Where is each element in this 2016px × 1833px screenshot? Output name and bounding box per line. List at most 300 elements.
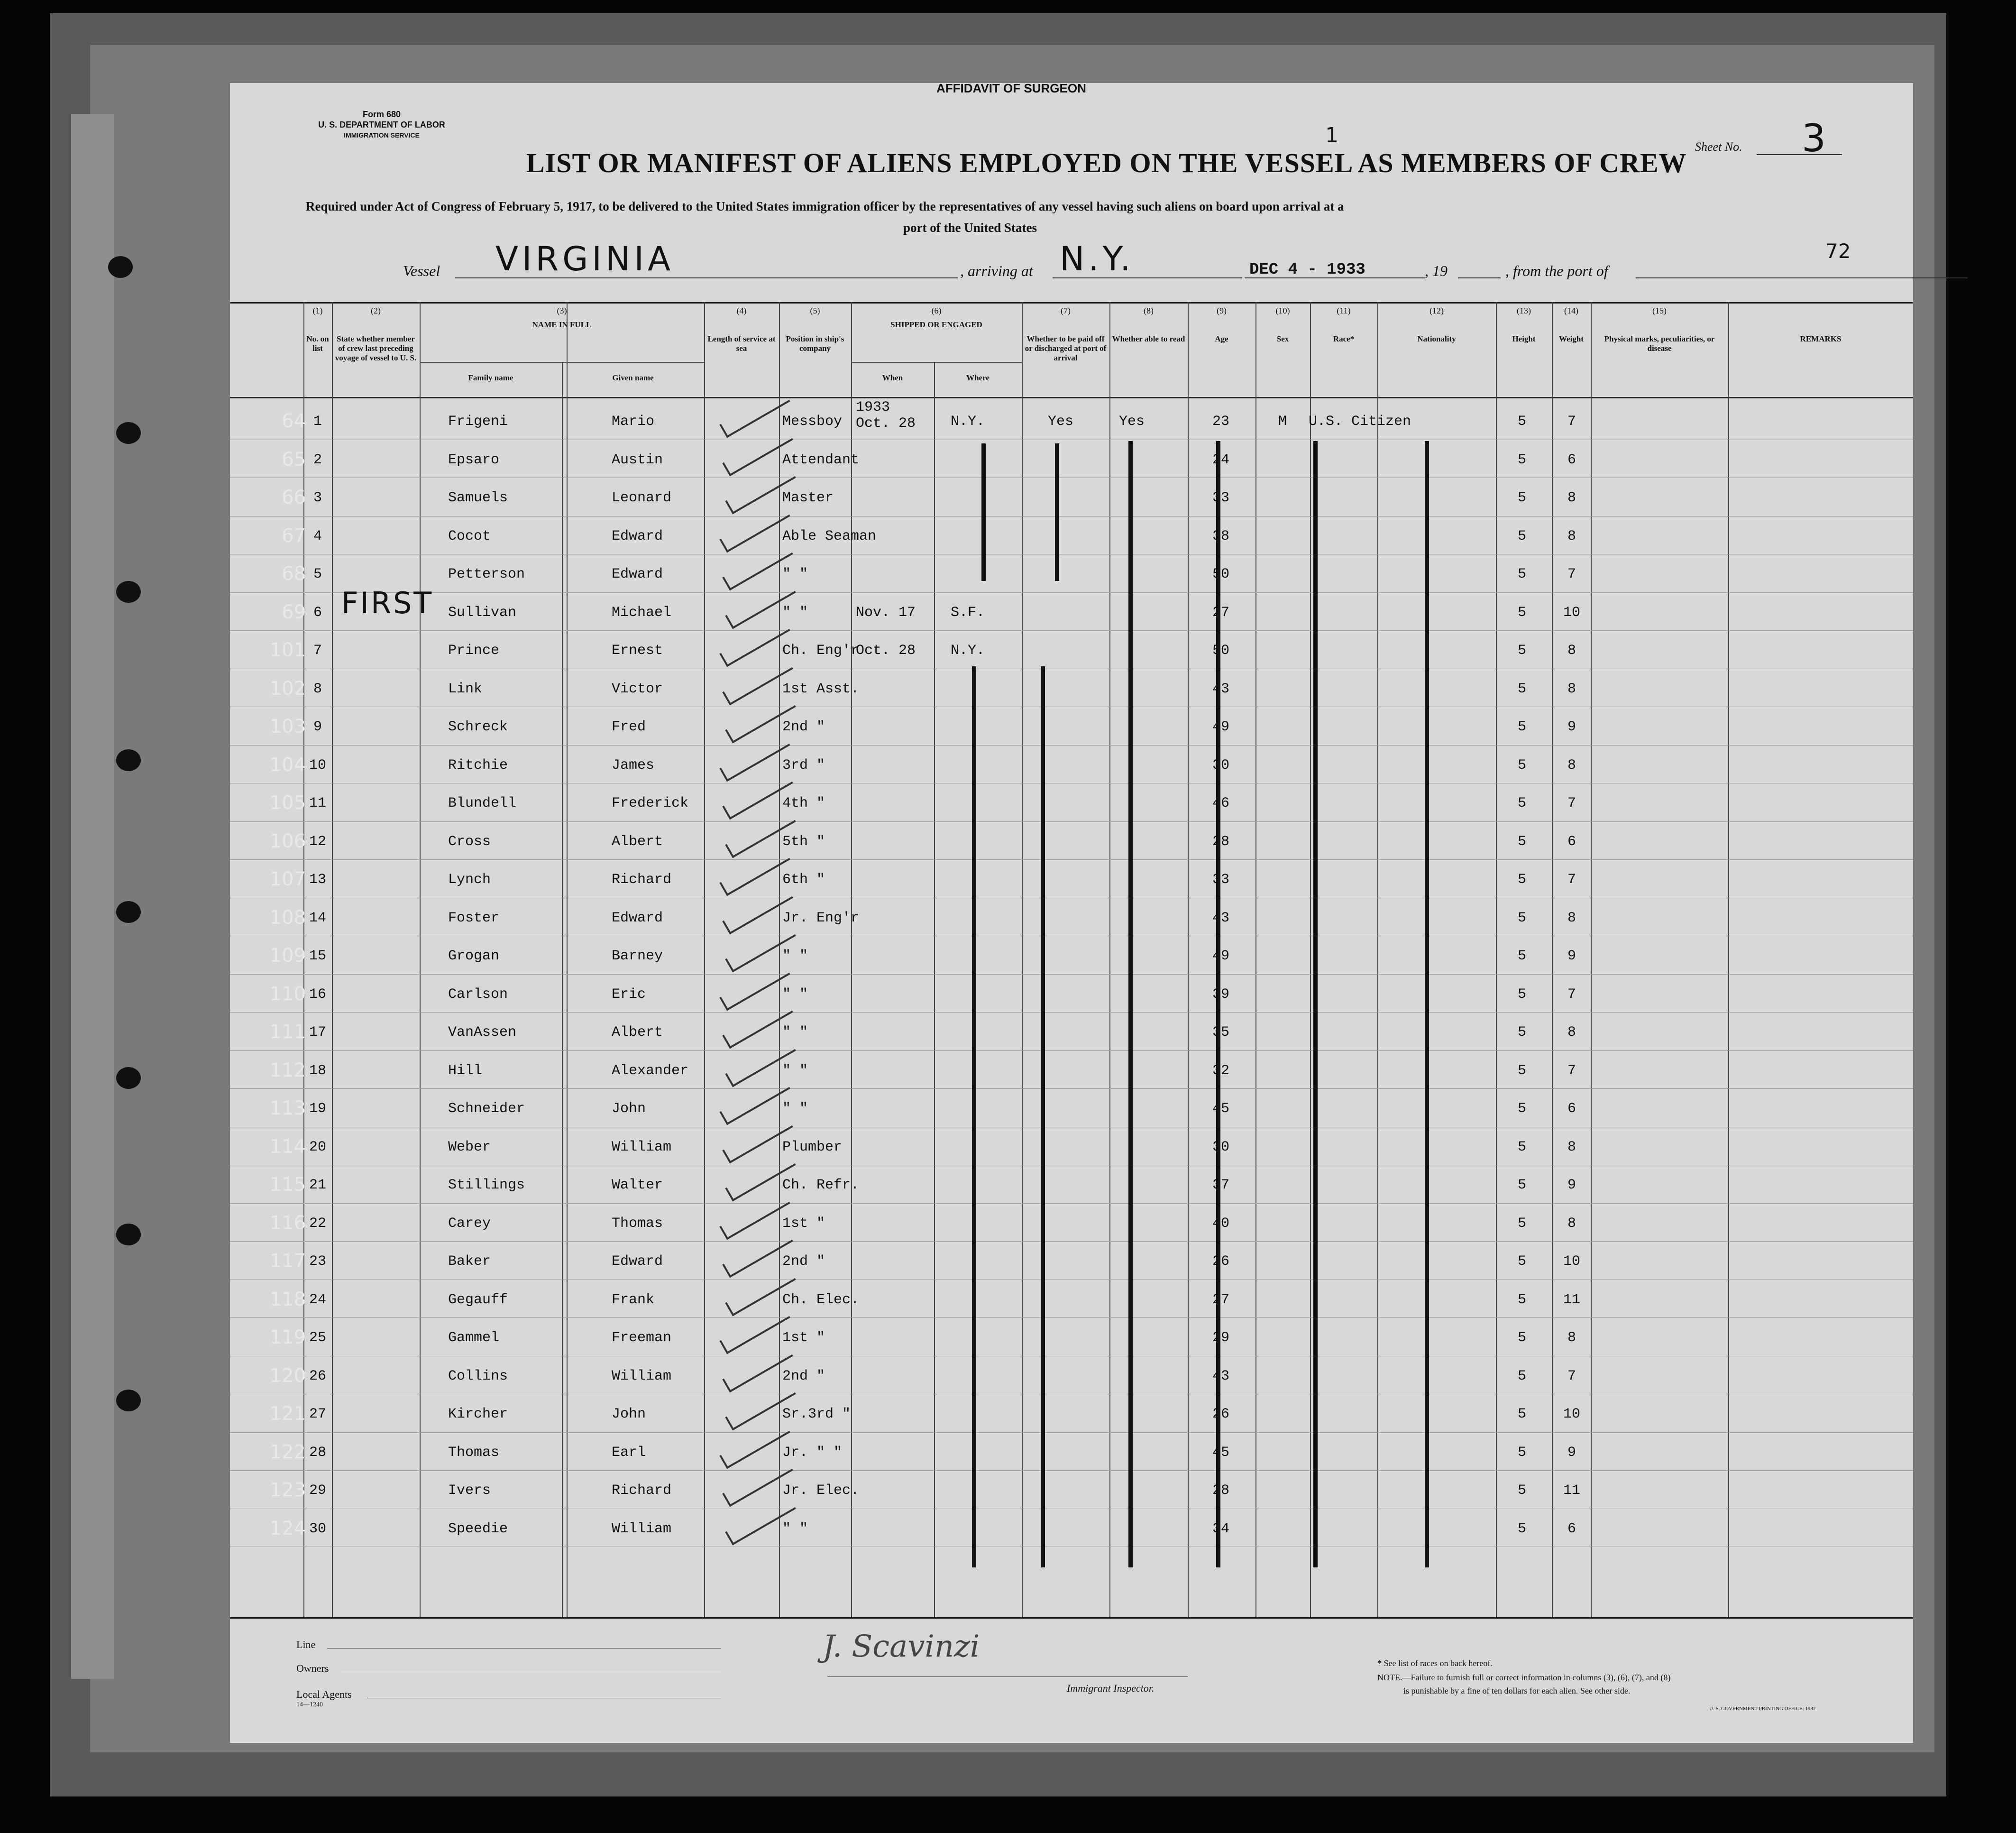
column-number: (4) (736, 306, 747, 315)
row-number: 8 (313, 681, 322, 697)
position: Master (782, 490, 834, 506)
weight: 9 (1567, 948, 1576, 964)
position: " " (782, 948, 808, 964)
margin-row-number: 66 (282, 487, 306, 508)
manifest-sheet (230, 83, 1913, 1743)
subheader-divider (851, 362, 1022, 363)
margin-row-number: 68 (282, 563, 306, 585)
form-number: Form 680 (362, 110, 401, 119)
margin-row-number: 103 (269, 716, 306, 737)
given-name: Richard (612, 872, 672, 888)
family-name: VanAssen (448, 1024, 517, 1041)
family-name: Epsaro (448, 451, 500, 468)
weight: 10 (1563, 1253, 1580, 1270)
column-number: (1) (312, 306, 323, 315)
given-name: Barney (612, 948, 663, 964)
column-header: Age (1215, 334, 1228, 343)
position: Able Seaman (782, 528, 877, 544)
family-name: Gammel (448, 1330, 500, 1346)
races-note: * See list of races on back hereof. (1377, 1658, 1493, 1668)
height: 5 (1517, 1177, 1526, 1193)
margin-row-number: 67 (282, 525, 306, 547)
column-divider (567, 302, 568, 1617)
row-number: 29 (309, 1483, 326, 1499)
column-divider (704, 302, 705, 1617)
column-header: Height (1512, 334, 1536, 343)
position: 3rd " (782, 757, 825, 774)
ditto-line-when-2 (972, 666, 976, 1567)
row-number: 27 (309, 1406, 326, 1422)
column-divider (1109, 302, 1110, 1617)
given-name: Victor (612, 681, 663, 697)
service-label: IMMIGRATION SERVICE (344, 131, 420, 139)
family-name: Grogan (448, 948, 500, 964)
sheet-label: Sheet No. (1695, 140, 1742, 154)
binder-hole (116, 422, 141, 444)
given-name: Leonard (612, 490, 672, 506)
column-divider (1310, 302, 1311, 1617)
margin-row-number: 121 (269, 1403, 306, 1425)
owners-label: Owners (296, 1662, 329, 1674)
column-subheader: When (882, 373, 903, 382)
row-number: 25 (309, 1330, 326, 1346)
margin-row-number: 115 (269, 1174, 306, 1196)
weight: 8 (1567, 681, 1576, 697)
row-number: 16 (309, 986, 326, 1003)
age: 34 (1212, 1520, 1229, 1537)
weight: 10 (1563, 604, 1580, 621)
row-number: 15 (309, 948, 326, 964)
row-number: 21 (309, 1177, 326, 1193)
date-stamp: DEC 4 - 1933 (1249, 261, 1365, 279)
row-number: 12 (309, 833, 326, 850)
ditto-line-where-2 (1041, 666, 1045, 1567)
position: Jr. Elec. (782, 1483, 860, 1499)
shipped-when: Oct. 28 (856, 643, 916, 659)
column-divider (1188, 302, 1189, 1617)
column-number: (6) (931, 306, 942, 315)
margin-row-number: 108 (269, 906, 306, 929)
age: 43 (1212, 910, 1229, 926)
inspector-label: Immigrant Inspector. (1067, 1682, 1155, 1694)
family-name: Kircher (448, 1406, 508, 1422)
family-name: Carey (448, 1215, 491, 1232)
column-header: Sex (1276, 334, 1289, 343)
column-subheader: Where (966, 373, 990, 382)
weight: 7 (1567, 1368, 1576, 1384)
position: Messboy (782, 414, 843, 430)
family-name: Hill (448, 1062, 483, 1079)
row-number: 23 (309, 1253, 326, 1270)
column-divider (1022, 302, 1023, 1617)
age: 46 (1212, 795, 1229, 811)
weight: 7 (1567, 414, 1576, 430)
position: 2nd " (782, 719, 825, 735)
family-name: Schneider (448, 1101, 525, 1117)
weight: 8 (1567, 757, 1576, 774)
weight: 9 (1567, 719, 1576, 735)
given-name: Mario (612, 414, 655, 430)
line-label: Line (296, 1639, 316, 1650)
margin-row-number: 64 (282, 410, 306, 432)
column-number: (15) (1652, 306, 1667, 315)
row-number: 13 (309, 872, 326, 888)
family-name: Lynch (448, 872, 491, 888)
height: 5 (1517, 451, 1526, 468)
age: 50 (1212, 566, 1229, 582)
weight: 8 (1567, 490, 1576, 506)
page-mark: 72 (1825, 239, 1851, 263)
age: 33 (1212, 872, 1229, 888)
page-subtitle-2: port of the United States (903, 221, 1037, 235)
age: 40 (1212, 1215, 1229, 1232)
family-name: Cocot (448, 528, 491, 544)
given-name: Eric (612, 986, 646, 1003)
row-rule (230, 745, 1913, 746)
height: 5 (1517, 719, 1526, 735)
shipped-when: Nov. 17 (856, 604, 916, 621)
age: 49 (1212, 719, 1229, 735)
column-header: Weight (1559, 334, 1584, 343)
position: Attendant (782, 451, 860, 468)
signature-underline (827, 1676, 1188, 1677)
row-number: 30 (309, 1520, 326, 1537)
weight: 6 (1567, 451, 1576, 468)
margin-row-number: 111 (269, 1021, 306, 1043)
penalty-note-2: is punishable by a fine of ten dollars for each alien. See other side. (1403, 1686, 1631, 1695)
column-number: (7) (1061, 306, 1071, 315)
row-rule (230, 1470, 1913, 1471)
position: Ch. Refr. (782, 1177, 860, 1193)
row-rule (230, 859, 1913, 860)
date-underline (1245, 277, 1425, 278)
weight: 9 (1567, 1177, 1576, 1193)
row-rule (230, 1012, 1913, 1013)
binder-hole (116, 1224, 141, 1245)
age: 23 (1212, 414, 1229, 430)
age: 32 (1212, 1062, 1229, 1079)
margin-row-number: 122 (269, 1441, 306, 1463)
row-rule (230, 592, 1913, 593)
family-name: Stillings (448, 1177, 525, 1193)
given-name: William (612, 1139, 672, 1155)
age: 26 (1212, 1406, 1229, 1422)
weight: 7 (1567, 986, 1576, 1003)
position: Sr.3rd " (782, 1406, 851, 1422)
given-name: Ernest (612, 643, 663, 659)
height: 5 (1517, 1330, 1526, 1346)
position: " " (782, 1062, 808, 1079)
given-name: Walter (612, 1177, 663, 1193)
height: 5 (1517, 1101, 1526, 1117)
weight: 8 (1567, 910, 1576, 926)
weight: 7 (1567, 566, 1576, 582)
family-name: Ivers (448, 1483, 491, 1499)
column-divider (332, 302, 333, 1617)
margin-row-number: 105 (269, 792, 306, 814)
age: 49 (1212, 948, 1229, 964)
column-number: (12) (1430, 306, 1444, 315)
row-number: 28 (309, 1444, 326, 1461)
margin-row-number: 102 (269, 677, 306, 700)
given-name: Edward (612, 566, 663, 582)
age: 27 (1212, 1291, 1229, 1308)
row-number: 9 (313, 719, 322, 735)
column-number: (10) (1275, 306, 1290, 315)
vessel-underline (455, 277, 958, 278)
age: 27 (1212, 604, 1229, 621)
column-header: NAME IN FULL (532, 320, 592, 329)
weight: 9 (1567, 1444, 1576, 1461)
family-name: Petterson (448, 566, 525, 582)
row-number: 18 (309, 1062, 326, 1079)
column-header: State whether member of crew last preceding voyage of vessel to U. S. (335, 334, 417, 362)
sex: M (1278, 414, 1287, 430)
given-name: Fred (612, 719, 646, 735)
row-number: 5 (313, 566, 322, 582)
column-number: (2) (371, 306, 381, 315)
family-name: Speedie (448, 1520, 508, 1537)
row-number: 7 (313, 643, 322, 659)
height: 5 (1517, 986, 1526, 1003)
margin-note-first: FIRST (341, 586, 434, 620)
weight: 11 (1563, 1291, 1580, 1308)
column-divider (1728, 302, 1729, 1617)
column-header: Race* (1333, 334, 1355, 343)
shipped-where: S.F. (951, 604, 985, 621)
height: 5 (1517, 1215, 1526, 1232)
row-rule (230, 974, 1913, 975)
ditto-line-sex (1313, 441, 1318, 1567)
family-name: Weber (448, 1139, 491, 1155)
margin-row-number: 123 (269, 1479, 306, 1501)
column-number: (5) (810, 306, 820, 315)
given-name: Austin (612, 451, 663, 468)
column-divider (1552, 302, 1553, 1617)
height: 5 (1517, 604, 1526, 621)
height: 5 (1517, 757, 1526, 774)
age: 45 (1212, 1444, 1229, 1461)
margin-row-number: 120 (269, 1364, 306, 1387)
column-number: (14) (1564, 306, 1578, 315)
column-header: REMARKS (1800, 334, 1842, 343)
binder-hole (116, 1067, 141, 1089)
nationality: U.S. Citizen (1309, 414, 1411, 430)
position: Ch. Elec. (782, 1291, 860, 1308)
height: 5 (1517, 1062, 1526, 1079)
family-name: Gegauff (448, 1291, 508, 1308)
margin-row-number: 107 (269, 868, 306, 890)
height: 5 (1517, 1368, 1526, 1384)
subcolumn-divider (934, 362, 935, 1617)
row-number: 10 (309, 757, 326, 774)
column-number: (13) (1517, 306, 1531, 315)
binder-hole (116, 901, 141, 923)
weight: 8 (1567, 1215, 1576, 1232)
weight: 8 (1567, 1330, 1576, 1346)
row-rule (230, 1203, 1913, 1204)
family-name: Sullivan (448, 604, 517, 621)
column-number: (9) (1217, 306, 1227, 315)
binder-hole (116, 749, 141, 771)
page-title: LIST OR MANIFEST OF ALIENS EMPLOYED ON THE VESSEL AS MEMBERS OF CREW (526, 147, 1687, 178)
ditto-line-when-1 (981, 443, 986, 581)
given-name: John (612, 1101, 646, 1117)
age: 26 (1212, 1253, 1229, 1270)
column-number: (11) (1337, 306, 1351, 315)
column-divider (1255, 302, 1256, 1617)
row-rule (230, 630, 1913, 631)
age: 28 (1212, 1483, 1229, 1499)
column-header: Whether to be paid off or discharged at port of arrival (1025, 334, 1107, 362)
age: 29 (1212, 1330, 1229, 1346)
height: 5 (1517, 566, 1526, 582)
height: 5 (1517, 833, 1526, 850)
arriving-port: N.Y. (1060, 239, 1135, 278)
given-name: Freeman (612, 1330, 672, 1346)
given-name: James (612, 757, 655, 774)
row-rule (230, 821, 1913, 822)
weight: 8 (1567, 1139, 1576, 1155)
height: 5 (1517, 795, 1526, 811)
age: 43 (1212, 1368, 1229, 1384)
department-label: U. S. DEPARTMENT OF LABOR (318, 120, 445, 129)
given-name: Richard (612, 1483, 672, 1499)
column-header: Length of service at sea (707, 334, 776, 353)
given-name: Edward (612, 1253, 663, 1270)
position: 1st Asst. (782, 681, 860, 697)
column-divider (1591, 302, 1592, 1617)
column-divider (420, 302, 421, 1617)
given-name: Thomas (612, 1215, 663, 1232)
weight: 11 (1563, 1483, 1580, 1499)
weight: 10 (1563, 1406, 1580, 1422)
position: " " (782, 986, 808, 1003)
column-divider (779, 302, 780, 1617)
age: 45 (1212, 1101, 1229, 1117)
row-rule (230, 1432, 1913, 1433)
margin-row-number: 101 (269, 639, 306, 661)
binder-hole (116, 581, 141, 603)
family-name: Prince (448, 643, 500, 659)
row-number: 20 (309, 1139, 326, 1155)
family-name: Frigeni (448, 414, 508, 430)
position: 6th " (782, 872, 825, 888)
position: " " (782, 604, 808, 621)
page-subtitle: Required under Act of Congress of February 5, 1917, to be delivered to the United States immigration officer by the representatives of any vessel having such aliens on board upon arrival at a (306, 199, 1344, 213)
given-name: Albert (612, 1024, 663, 1041)
row-number: 3 (313, 490, 322, 506)
position: Jr. Eng'r (782, 910, 860, 926)
position: Jr. " " (782, 1444, 843, 1461)
shipped-where: N.Y. (951, 643, 985, 659)
top-handwritten-mark: 1 (1325, 123, 1338, 147)
height: 5 (1517, 948, 1526, 964)
height: 5 (1517, 1139, 1526, 1155)
table-bottom-border (230, 1617, 1913, 1619)
position: 2nd " (782, 1253, 825, 1270)
column-number: (3) (557, 306, 567, 315)
position: 2nd " (782, 1368, 825, 1384)
inspector-signature: J. Scavinzi (823, 1629, 980, 1664)
weight: 8 (1567, 643, 1576, 659)
ditto-line-nationality (1425, 441, 1429, 1567)
given-name: Frank (612, 1291, 655, 1308)
margin-row-number: 124 (269, 1517, 306, 1539)
column-subheader: Given name (612, 373, 654, 382)
column-header: No. on list (306, 334, 329, 353)
family-name: Carlson (448, 986, 508, 1003)
shipped-where: N.Y. (951, 414, 985, 430)
given-name: John (612, 1406, 646, 1422)
weight: 7 (1567, 795, 1576, 811)
margin-row-number: 116 (269, 1212, 306, 1234)
age: 30 (1212, 1139, 1229, 1155)
margin-row-number: 117 (269, 1250, 306, 1272)
position: 5th " (782, 833, 825, 850)
year-label: , 19 (1425, 262, 1448, 279)
family-name: Blundell (448, 795, 517, 811)
position: 1st " (782, 1215, 825, 1232)
table-header-border (230, 397, 1913, 398)
row-number: 2 (313, 451, 322, 468)
margin-row-number: 104 (269, 754, 306, 776)
height: 5 (1517, 872, 1526, 888)
given-name: Albert (612, 833, 663, 850)
age: 39 (1212, 986, 1229, 1003)
from-port-underline (1636, 277, 1968, 278)
margin-row-number: 109 (269, 945, 306, 967)
given-name: Michael (612, 604, 672, 621)
position: 4th " (782, 795, 825, 811)
family-name: Foster (448, 910, 500, 926)
row-rule (230, 1241, 1913, 1242)
row-number: 1 (313, 414, 322, 430)
position: Ch. Eng'r (782, 643, 860, 659)
position: 1st " (782, 1330, 825, 1346)
height: 5 (1517, 1520, 1526, 1537)
row-number: 4 (313, 528, 322, 544)
column-divider (1377, 302, 1378, 1617)
margin-row-number: 106 (269, 830, 306, 852)
subcolumn-divider (562, 362, 563, 1617)
height: 5 (1517, 1406, 1526, 1422)
able-to-read: Yes (1119, 414, 1145, 430)
height: 5 (1517, 490, 1526, 506)
margin-row-number: 118 (269, 1288, 306, 1310)
height: 5 (1517, 1024, 1526, 1041)
margin-row-number: 114 (269, 1135, 306, 1158)
age: 30 (1212, 757, 1229, 774)
row-number: 11 (309, 795, 326, 811)
age: 38 (1212, 528, 1229, 544)
height: 5 (1517, 414, 1526, 430)
weight: 6 (1567, 833, 1576, 850)
position: " " (782, 566, 808, 582)
given-name: William (612, 1368, 672, 1384)
age: 35 (1212, 1024, 1229, 1041)
position: " " (782, 1101, 808, 1117)
height: 5 (1517, 1291, 1526, 1308)
family-name: Schreck (448, 719, 508, 735)
margin-row-number: 113 (269, 1097, 306, 1119)
ditto-line-read (1216, 441, 1220, 1567)
column-header: Physical marks, peculiarities, or disease (1604, 334, 1715, 353)
column-header: Whether able to read (1112, 334, 1185, 343)
margin-row-number: 119 (269, 1326, 306, 1348)
local-agents-label: Local Agents (296, 1688, 352, 1700)
margin-row-number: 69 (282, 601, 306, 623)
